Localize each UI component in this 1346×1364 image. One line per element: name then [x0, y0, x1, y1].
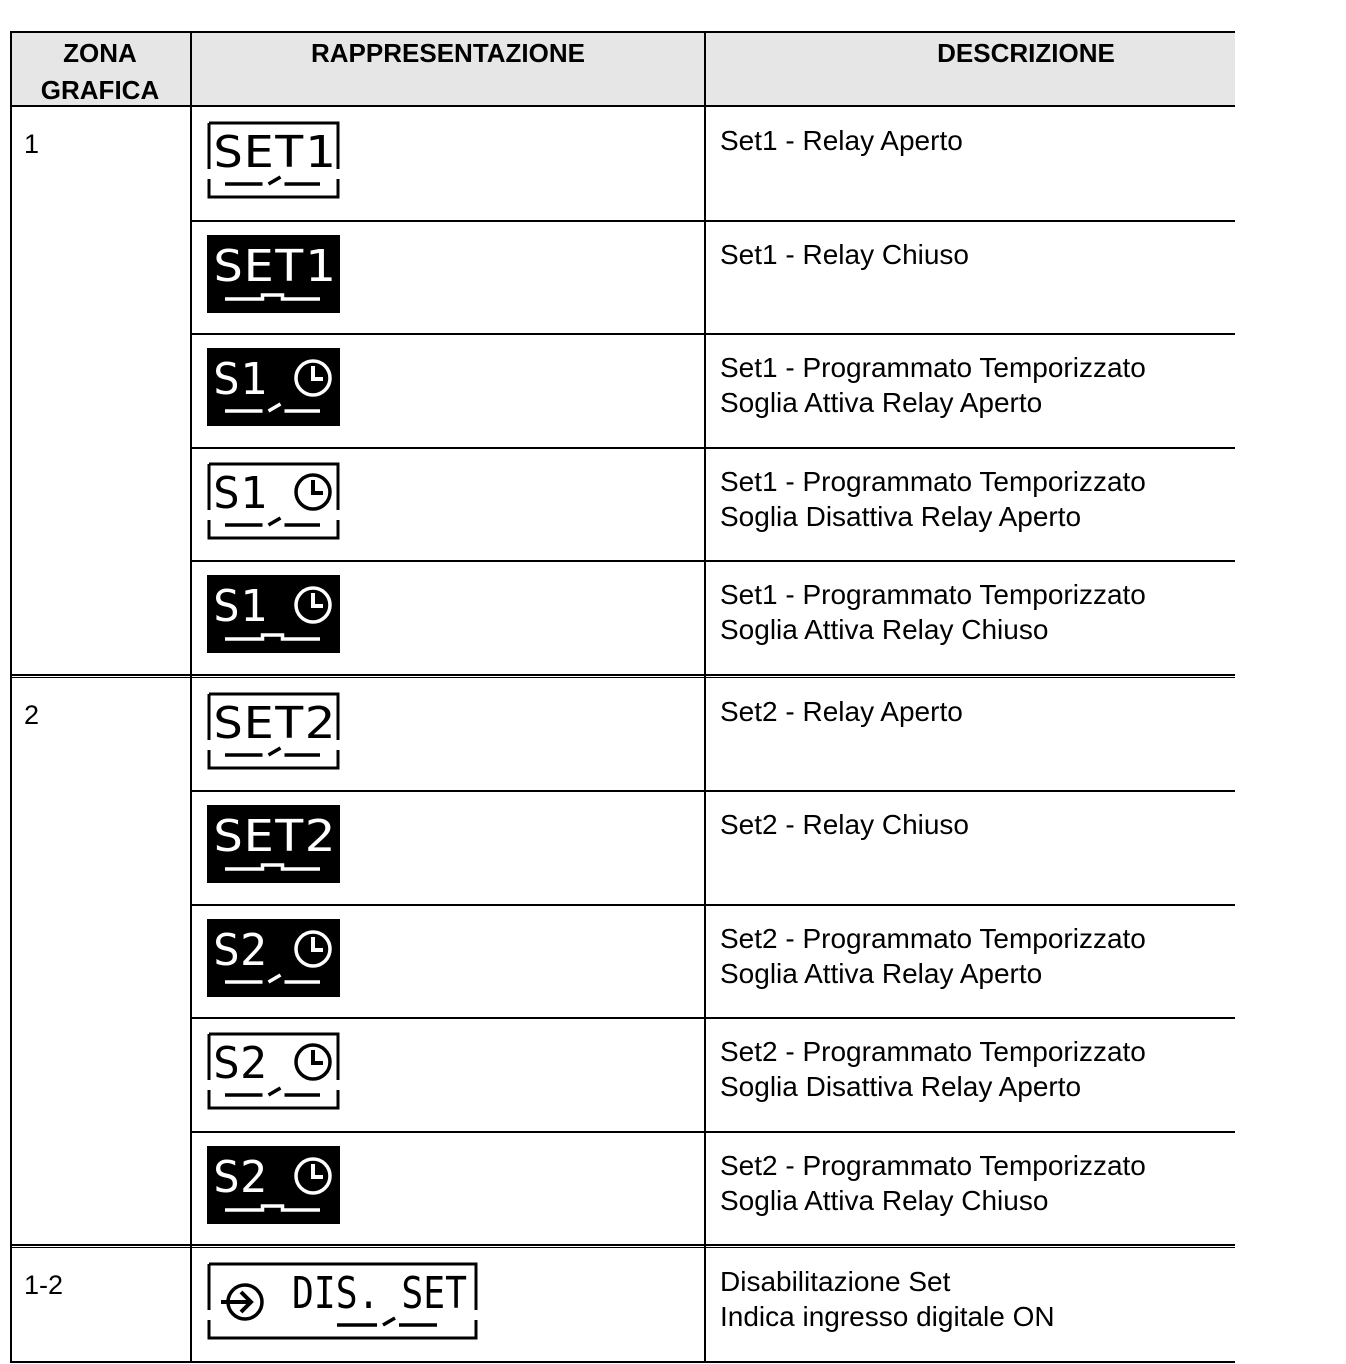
- description: [720, 237, 969, 272]
- lcd-representation: [207, 575, 340, 653]
- relay-open-symbol: [225, 518, 320, 525]
- zone-divider: [10, 1244, 1235, 1246]
- lcd-text: S1: [213, 467, 267, 519]
- column-divider: [10, 31, 12, 1363]
- description-line1: Set2 - Programmato Temporizzato: [720, 922, 1146, 954]
- table-header: [10, 31, 1235, 107]
- lcd-representation: [207, 1146, 340, 1224]
- description: [720, 921, 1146, 991]
- description-line1: Set1 - Relay Chiuso: [720, 238, 970, 270]
- lcd-text: SET1: [213, 240, 335, 292]
- digital-input-icon: [221, 1285, 262, 1319]
- description-line1: Set2 - Relay Aperto: [720, 695, 963, 727]
- column-divider: [704, 31, 706, 1363]
- set1-relay-open-icon: [207, 121, 340, 199]
- s2-timer-active-open-icon: [207, 919, 340, 997]
- s1-timer-active-closed-icon: [207, 575, 340, 653]
- set2-relay-open-icon: [207, 692, 340, 770]
- zone-label: 2: [24, 699, 40, 730]
- description: [720, 577, 1146, 647]
- lcd-text: S2: [213, 1151, 267, 1203]
- set1-relay-closed-icon: [207, 235, 340, 313]
- table-row: [192, 561, 1235, 674]
- zone-label: 1-2: [24, 1270, 64, 1300]
- description: [720, 1034, 1146, 1104]
- lcd-representation: [207, 1032, 340, 1110]
- lcd-representation: [207, 919, 340, 997]
- header-zona-grafica: [10, 33, 190, 109]
- relay-open-symbol: [337, 1318, 437, 1325]
- description: [720, 350, 1146, 420]
- lcd-representation: [207, 1262, 478, 1340]
- description-line2: Soglia Attiva Relay Aperto: [720, 957, 1043, 989]
- lcd-text: SET2: [213, 811, 335, 862]
- zone-label: 1: [24, 129, 40, 159]
- table-row: [192, 1132, 1235, 1245]
- lcd-representation: [207, 462, 340, 540]
- header-rappresentazione: RAPPRESENTAZIONE: [311, 38, 585, 68]
- relay-open-symbol: [225, 177, 320, 184]
- header-descrizione: DESCRIZIONE: [937, 38, 1115, 68]
- s1-timer-inactive-open-icon: [207, 462, 340, 540]
- description-line1: Set2 - Relay Chiuso: [720, 809, 970, 840]
- s1-timer-active-open-icon: [207, 348, 340, 426]
- lcd-text: S2: [213, 924, 267, 976]
- table-row: [192, 905, 1235, 1018]
- lcd-text: SET1: [213, 127, 335, 178]
- s2-timer-active-closed-icon: [207, 1146, 340, 1224]
- lcd-representation: [207, 121, 340, 199]
- lcd-representation: [207, 348, 340, 426]
- s2-timer-inactive-open-icon: [207, 1032, 340, 1110]
- zone-divider: [10, 674, 1235, 676]
- table-row: [192, 791, 1235, 904]
- column-divider: [190, 31, 192, 1363]
- description-line1: Set1 - Relay Aperto: [720, 125, 963, 156]
- lcd-text: S1: [213, 581, 267, 632]
- clock-icon: [296, 1045, 330, 1079]
- description-line2: Soglia Attiva Relay Aperto: [720, 387, 1043, 418]
- description-line1: Set2 - Programmato Temporizzato: [720, 1036, 1146, 1067]
- dis-set-input-icon: [207, 1262, 478, 1340]
- lcd-representation: [207, 805, 340, 883]
- table-row: [192, 678, 1235, 791]
- description-line1: Set1 - Programmato Temporizzato: [720, 465, 1146, 497]
- table-row: [192, 1018, 1235, 1131]
- description: [720, 1264, 1055, 1334]
- description: [720, 694, 963, 729]
- set2-relay-closed-icon: [207, 805, 340, 883]
- header-zona-line2: GRAFICA: [40, 75, 160, 105]
- description-line1: Set1 - Programmato Temporizzato: [720, 579, 1146, 610]
- table-row: [192, 448, 1235, 561]
- description-line2: Soglia Attiva Relay Chiuso: [720, 1184, 1049, 1216]
- table-row: [192, 334, 1235, 447]
- lcd-text: DIS. SET: [292, 1268, 467, 1319]
- description-line1: Disabilitazione Set: [720, 1266, 951, 1297]
- description: [720, 123, 963, 158]
- clock-icon: [296, 475, 330, 509]
- lcd-representation: [207, 235, 340, 313]
- description: [720, 464, 1146, 534]
- lcd-text: S1: [213, 354, 267, 405]
- relay-open-symbol: [225, 748, 320, 755]
- zone-divider: [10, 1361, 1235, 1363]
- table-row: [192, 1248, 1235, 1361]
- description-line1: Set1 - Programmato Temporizzato: [720, 352, 1146, 383]
- lcd-text: S2: [213, 1038, 267, 1089]
- table-row: [192, 107, 1235, 220]
- description-line2: Soglia Attiva Relay Chiuso: [720, 614, 1049, 645]
- description-line2: Soglia Disattiva Relay Aperto: [720, 1071, 1082, 1102]
- description-line1: Set2 - Programmato Temporizzato: [720, 1149, 1146, 1181]
- description-line2: Soglia Disattiva Relay Aperto: [720, 500, 1082, 532]
- description-line2: Indica ingresso digitale ON: [720, 1301, 1055, 1332]
- description: [720, 807, 969, 842]
- lcd-text: SET2: [213, 697, 335, 749]
- header-zona-line1: ZONA: [63, 38, 137, 68]
- relay-open-symbol: [225, 1088, 320, 1095]
- description: [720, 1148, 1146, 1218]
- lcd-representation: [207, 692, 340, 770]
- table-row: [192, 221, 1235, 334]
